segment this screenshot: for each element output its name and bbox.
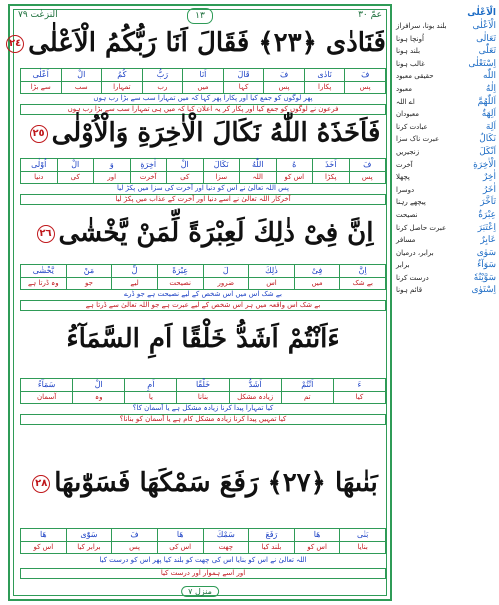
- arabic-word: يَّخْشٰی: [21, 265, 66, 278]
- word-cell: [176, 379, 228, 403]
- urdu-word: سزا: [215, 173, 228, 181]
- glossary-arabic: نَكَالٌ: [479, 134, 496, 145]
- arabic-word: عِبْرَةً: [158, 265, 203, 278]
- urdu-word: اور: [107, 173, 117, 181]
- ayah-line: [20, 324, 386, 354]
- word-cell: [21, 69, 61, 93]
- word-grid: [20, 68, 386, 94]
- glossary-row: [396, 184, 496, 197]
- word-grid: [20, 264, 386, 290]
- arabic-word: نَادٰی: [305, 69, 345, 82]
- arabic-word: الْ: [62, 69, 102, 82]
- word-cell: [142, 69, 183, 93]
- glossary-row: [396, 247, 496, 260]
- ayah-text: فَنَادٰی ﴿٢٣﴾ فَقَالَ اَنَا رَبُّكُمُ الْاَعْلٰی: [28, 28, 386, 58]
- word-cell: [281, 379, 333, 403]
- arabic-word: ذٰلِكَ: [249, 265, 294, 278]
- arabic-word: لَ: [204, 265, 249, 278]
- arabic-word: لِّ: [112, 265, 157, 278]
- arabic-word: فَ: [350, 159, 386, 172]
- page-number: ١٣: [187, 8, 213, 24]
- arabic-word: فَ: [112, 529, 157, 542]
- glossary-row: [396, 133, 496, 146]
- urdu-word: نصیحت: [169, 279, 191, 287]
- arabic-word: اَنَا: [183, 69, 223, 82]
- urdu-word: بلند کیا: [261, 543, 282, 551]
- word-cell: [21, 265, 66, 289]
- arabic-word: اَخَذَ: [313, 159, 349, 172]
- word-cell: [57, 159, 94, 183]
- ayah-line: [20, 218, 386, 248]
- ayah-line: [9, 28, 386, 58]
- word-cell: [339, 265, 385, 289]
- urdu-word: آسمان: [37, 393, 57, 401]
- urdu-word: وہ: [94, 393, 103, 401]
- word-cell: [263, 69, 304, 93]
- arabic-word: اَمِ: [125, 379, 176, 392]
- glossary-row: [396, 272, 496, 285]
- glossary-row: [396, 146, 496, 159]
- word-cell: [21, 159, 57, 183]
- word-cell: [157, 529, 203, 553]
- urdu-word: کہا: [238, 83, 249, 91]
- glossary-row: [396, 20, 496, 33]
- urdu-word: جو: [84, 279, 93, 287]
- translation-meaning: بے شک اس واقعہ میں ہر اس شخص کے لیے عبرت ہے جو اللہ تعالیٰ سے ڈرتا ہے: [20, 300, 386, 311]
- glossary-rows: [396, 20, 496, 297]
- arabic-word: سَمَآءُ: [21, 379, 72, 392]
- urdu-word: وہ ڈرتا ہے: [27, 279, 59, 287]
- urdu-word: اللہ: [252, 173, 263, 181]
- arabic-word: قَالَ: [224, 69, 264, 82]
- glossary-urdu: بلند ہونا: [396, 47, 421, 56]
- arabic-word: كُمُ: [102, 69, 142, 82]
- urdu-word: ضرور: [217, 279, 235, 287]
- glossary-arabic: اِلٰهٌ: [485, 83, 496, 94]
- arabic-word: فَ: [264, 69, 304, 82]
- word-cell: [239, 159, 276, 183]
- glossary-row: [396, 45, 496, 58]
- urdu-word: تم: [303, 393, 311, 401]
- glossary-urdu: پچھلا: [396, 173, 410, 182]
- glossary-urdu: برابر، درمیان: [396, 248, 434, 257]
- page-frame: [8, 4, 392, 601]
- glossary-urdu: عبادت کرنا: [396, 122, 428, 131]
- glossary-urdu: غالب ہونا: [396, 59, 425, 68]
- arabic-word: سَمْكَ: [204, 529, 249, 542]
- glossary-urdu: اُونچا ہونا: [396, 34, 424, 43]
- glossary-arabic: عِبْرَةٌ: [478, 209, 496, 220]
- glossary-column: [396, 8, 496, 600]
- glossary-arabic: اٰخَرُ: [482, 184, 496, 195]
- word-grid: [20, 158, 386, 184]
- arabic-word: اُوْلٰی: [21, 159, 57, 172]
- word-cell: [276, 159, 313, 183]
- word-cell: [182, 69, 223, 93]
- glossary-urdu: زنجیریں: [396, 147, 420, 156]
- glossary-row: [396, 96, 496, 109]
- glossary-arabic: اَلِهَ: [485, 121, 496, 132]
- ayah-text: بَنٰىهَا ﴿٢٧﴾ رَفَعَ سَمْكَهَا فَسَوّٰىهَا: [54, 468, 378, 498]
- glossary-arabic: تَعَالٰی: [476, 33, 496, 44]
- arabic-word: رَبُّ: [143, 69, 183, 82]
- ayah-number: ٢٦: [37, 225, 55, 243]
- arabic-word: هَا: [295, 529, 340, 542]
- glossary-row: [396, 234, 496, 247]
- word-cell: [344, 69, 385, 93]
- glossary-arabic: تَعَلّٰی: [478, 46, 496, 57]
- translation-literal: بے شک اس میں اس شخص کے لیے نصیحت ہے جو ڈرے: [124, 290, 282, 298]
- translation-literal: پھر لوگوں کو جمع کیا اور پکارا پھر کہا کہ میں تمہارا سب سے بڑا رب ہوں: [93, 94, 313, 102]
- arabic-word: فِیْ: [295, 265, 340, 278]
- urdu-word: میں: [311, 279, 323, 287]
- urdu-word: دنیا: [34, 173, 44, 181]
- glossary-row: [396, 108, 496, 121]
- glossary-urdu: عبرت ناک سزا: [396, 135, 440, 144]
- glossary-arabic: سَوَآءٌ: [477, 260, 496, 271]
- word-cell: [203, 159, 240, 183]
- urdu-word: یا: [148, 393, 153, 401]
- glossary-arabic: اَلِهَةٌ: [481, 109, 496, 120]
- glossary-arabic: اِسْتَوٰی: [471, 285, 496, 296]
- glossary-arabic: اَللّٰهُمَّ: [477, 96, 496, 107]
- arabic-word: الْ: [58, 159, 94, 172]
- word-cell: [203, 529, 249, 553]
- arabic-word: هُ: [277, 159, 313, 172]
- arabic-word: نَكَالَ: [204, 159, 240, 172]
- urdu-word: آخرت: [139, 173, 157, 181]
- arabic-word: هَا: [21, 529, 66, 542]
- glossary-urdu: مسافر: [396, 236, 416, 245]
- urdu-word: پس: [278, 83, 290, 91]
- glossary-arabic: عَابِرٌ: [480, 235, 496, 246]
- arabic-word: خَلْقًا: [177, 379, 228, 392]
- glossary-urdu: پیچھے رہنا: [396, 198, 426, 207]
- urdu-word: چھت: [218, 543, 234, 551]
- urdu-word: بے شک: [352, 279, 373, 287]
- word-cell: [248, 529, 294, 553]
- urdu-word: سب: [74, 83, 88, 91]
- word-cell: [93, 159, 130, 183]
- word-cell: [223, 69, 264, 93]
- translation-meaning: اور اسے ہموار اور درست کیا: [20, 568, 386, 579]
- urdu-word: تمہارا: [113, 83, 131, 91]
- urdu-word: کیا: [355, 393, 364, 401]
- glossary-urdu: حقیقی معبود: [396, 72, 434, 81]
- glossary-row: [396, 83, 496, 96]
- glossary-arabic: اللّٰه: [482, 71, 496, 82]
- word-cell: [130, 159, 167, 183]
- glossary-arabic: سَوَّیْتُهٗ: [473, 272, 496, 283]
- translation-meaning: آخرکار اللہ تعالیٰ نے اسے دنیا اور آخرت کے عذاب میں پکڑ لیا: [20, 194, 386, 205]
- glossary-arabic: الْاٰخِرَةِ: [473, 159, 496, 170]
- translation-literal: اللہ تعالیٰ نے اس کو بنایا اس کی چھت کو بلند کیا پھر اس کو درست کیا: [99, 556, 307, 564]
- urdu-word: رب: [157, 83, 168, 91]
- arabic-word: اللّٰهُ: [240, 159, 276, 172]
- glossary-row: [396, 33, 496, 46]
- glossary-urdu: دوسرا: [396, 185, 415, 194]
- ayah-line: [20, 118, 386, 148]
- arabic-word: اَشَدُّ: [230, 379, 281, 392]
- translation-meaning: فرعون نے لوگوں کو جمع کیا اور پکار کر یہ اعلان کیا کہ میں ہی تمہارا سب سے بڑا رب ہوں: [20, 104, 386, 115]
- urdu-word: کی: [180, 173, 190, 181]
- glossary-row: [396, 70, 496, 83]
- glossary-arabic: تَاَخَّرَ: [480, 197, 496, 208]
- glossary-urdu: درست کرنا: [396, 273, 429, 282]
- arabic-word: اَنْتُمْ: [282, 379, 333, 392]
- word-cell: [72, 379, 124, 403]
- glossary-arabic: اَنْكَلَ: [479, 146, 496, 157]
- ayah-text: ءَاَنْتُمْ اَشَدُّ خَلْقًا اَمِ السَّمَآءُ: [66, 324, 340, 354]
- urdu-word: اس کو: [307, 543, 327, 551]
- word-cell: [66, 265, 112, 289]
- word-grid: [20, 528, 386, 554]
- word-cell: [203, 265, 249, 289]
- glossary-urdu: بلند بونا، سرافراز: [396, 22, 447, 30]
- arabic-word: ءَ: [334, 379, 385, 392]
- urdu-word: لیے: [130, 279, 139, 287]
- word-cell: [157, 265, 203, 289]
- glossary-urdu: آخرت: [396, 160, 413, 169]
- urdu-word: زیادہ مشکل: [237, 393, 274, 401]
- glossary-arabic: الْاَعْلٰی: [472, 21, 496, 31]
- word-cell: [312, 159, 349, 183]
- glossary-row: [396, 58, 496, 71]
- word-cell: [166, 159, 203, 183]
- glossary-row: [396, 196, 496, 209]
- glossary-arabic: اِسْتَعْلٰی: [468, 58, 496, 69]
- manzil-label: منزل ٧: [181, 586, 219, 597]
- word-cell: [111, 529, 157, 553]
- urdu-word: کی: [70, 173, 80, 181]
- glossary-title: الْاَعْلٰی: [467, 8, 496, 18]
- arabic-word: بَنٰى: [340, 529, 385, 542]
- arabic-word: مَنْ: [67, 265, 112, 278]
- urdu-word: میں: [197, 83, 209, 91]
- glossary-urdu: اے اللہ: [396, 97, 415, 106]
- urdu-word: پس: [359, 83, 371, 91]
- ayah-number: ٢٨: [32, 475, 50, 493]
- arabic-word: وَ: [94, 159, 130, 172]
- arabic-word: رَفَعَ: [249, 529, 294, 542]
- arabic-word: اٰخِرَةِ: [131, 159, 167, 172]
- glossary-row: [396, 259, 496, 272]
- urdu-word: اس کو: [33, 543, 54, 551]
- word-cell: [248, 265, 294, 289]
- glossary-row: [396, 284, 496, 297]
- translation-literal: کیا تمہارا پیدا کرنا زیادہ مشکل ہے یا آسمان کا؟: [132, 404, 274, 412]
- urdu-word: پکڑا: [324, 173, 337, 181]
- glossary-arabic: اِعْتَبَرَ: [477, 222, 496, 233]
- word-cell: [101, 69, 142, 93]
- urdu-word: برابر کیا: [77, 543, 101, 551]
- glossary-row: [396, 121, 496, 134]
- ayah-text: اِنَّ فِیْ ذٰلِكَ لَعِبْرَةً لِّمَنْ يَّخْشٰی: [58, 218, 374, 248]
- translation-literal: پس اللہ تعالیٰ نے اس کو دنیا اور آخرت کی سزا میں پکڑ لیا: [116, 184, 290, 192]
- glossary-urdu: برابر: [396, 261, 410, 270]
- urdu-word: اس کو: [284, 173, 305, 181]
- glossary-urdu: معبودان: [396, 110, 420, 119]
- juz-label: عمّ ٣٠: [358, 10, 382, 20]
- word-cell: [294, 265, 340, 289]
- glossary-row: [396, 171, 496, 184]
- word-cell: [339, 529, 385, 553]
- glossary-arabic: اٰخِرٌ: [482, 172, 496, 183]
- word-cell: [333, 379, 385, 403]
- glossary-urdu: قائم ہونا: [396, 286, 423, 295]
- word-cell: [294, 529, 340, 553]
- arabic-word: هَا: [158, 529, 203, 542]
- surah-label: النزعٰت ٧٩: [18, 10, 58, 20]
- arabic-word: الْ: [73, 379, 124, 392]
- word-cell: [111, 265, 157, 289]
- glossary-row: [396, 159, 496, 172]
- urdu-word: سے بڑا: [30, 83, 51, 91]
- ayah-number: ٢٤: [6, 35, 24, 53]
- arabic-word: الْ: [167, 159, 203, 172]
- word-cell: [124, 379, 176, 403]
- arabic-word: فَ: [345, 69, 385, 82]
- urdu-word: اس کی: [169, 543, 192, 551]
- urdu-word: پکارا: [318, 83, 332, 91]
- word-cell: [229, 379, 281, 403]
- arabic-word: اَعْلٰی: [21, 69, 61, 82]
- arabic-word: سَوّٰى: [67, 529, 112, 542]
- ayah-text: فَاَخَذَهُ اللّٰهُ نَكَالَ الْاٰخِرَةِ وَالْاُوْلٰی: [51, 118, 381, 148]
- urdu-word: پس: [361, 173, 373, 181]
- glossary-urdu: نصیحت: [396, 210, 418, 219]
- glossary-urdu: معبود: [396, 84, 412, 93]
- glossary-row: [396, 222, 496, 235]
- word-cell: [349, 159, 386, 183]
- word-cell: [304, 69, 345, 93]
- translation-meaning: کیا تمہیں پیدا کرنا زیادہ مشکل کام ہے یا آسمان کو بنانا؟: [20, 414, 386, 425]
- urdu-word: پس: [129, 543, 140, 551]
- glossary-row: [396, 209, 496, 222]
- urdu-word: بنایا: [357, 543, 368, 551]
- word-cell: [61, 69, 102, 93]
- word-cell: [66, 529, 112, 553]
- word-cell: [21, 529, 66, 553]
- glossary-arabic: سَوٰی: [476, 247, 496, 258]
- word-cell: [21, 379, 72, 403]
- urdu-word: بنانا: [197, 393, 209, 401]
- urdu-word: اس: [266, 279, 277, 287]
- word-grid: [20, 378, 386, 404]
- page-header: [14, 8, 386, 24]
- glossary-urdu: عبرت حاصل کرنا: [396, 223, 447, 232]
- arabic-word: اِنَّ: [340, 265, 385, 278]
- ayah-number: ٢٥: [30, 125, 48, 143]
- ayah-line: [20, 468, 386, 498]
